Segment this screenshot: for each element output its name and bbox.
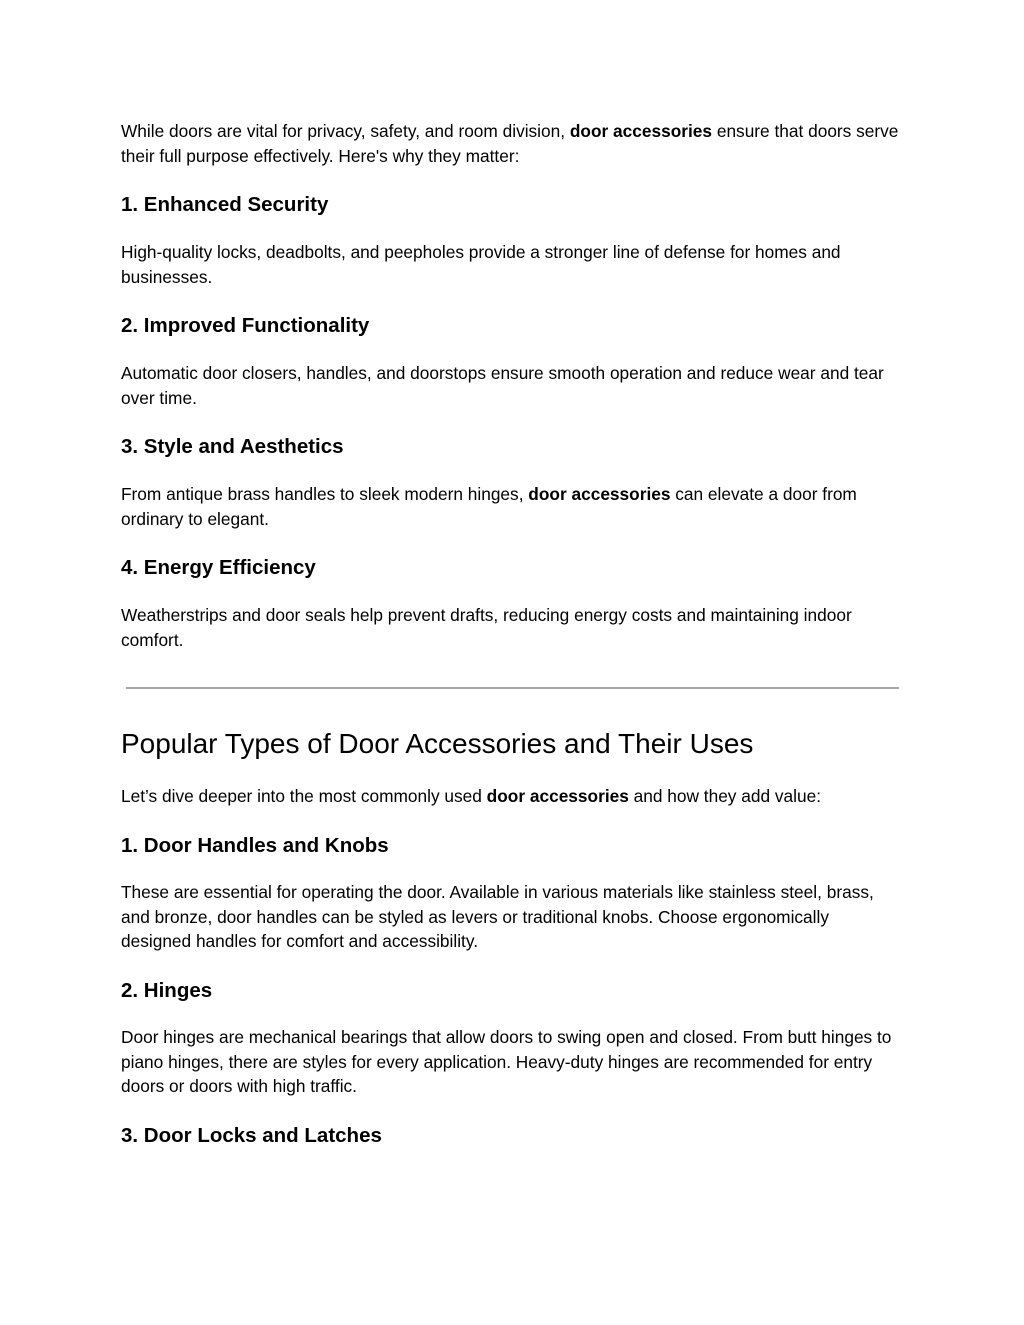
intro-bold-text: door accessories (569, 121, 713, 141)
section-title: Popular Types of Door Accessories and Their Uses (121, 728, 754, 759)
reason-heading-energy: 4. Energy Efficiency (121, 556, 316, 579)
intro-text-end: ensure that doors serve their full purpose effectively. Here's why they matter: (121, 121, 899, 166)
section-intro: Let’s dive deeper into the most commonly used door accessories and how they add value: (121, 786, 821, 806)
reason-text-functionality: Automatic door closers, handles, and doorstops ensure smooth operation and reduce wear and tear over time. (121, 363, 884, 408)
reason-text-style: From antique brass handles to sleek modern hinges, door accessories can elevate a door from ordinary to elegant. (121, 484, 857, 529)
reason-heading-security: 1. Enhanced Security (121, 193, 329, 216)
type-heading-handles: 1. Door Handles and Knobs (121, 834, 389, 857)
intro-paragraph (121, 119, 901, 168)
type-heading-locks: 3. Door Locks and Latches (121, 1124, 382, 1147)
type-heading-hinges: 2. Hinges (121, 979, 213, 1002)
reason-text-security: High-quality locks, deadbolts, and peepholes provide a stronger line of defense for homes and businesses. (121, 242, 841, 287)
reason-text-energy: Weatherstrips and door seals help prevent drafts, reducing energy costs and maintaining indoor comfort. (121, 605, 852, 650)
section-divider (126, 687, 899, 689)
type-text-hinges: Door hinges are mechanical bearings that allow doors to swing open and closed. From butt hinges to piano hinges, there are styles for every application. Heavy-duty hinges are recommended for entry doors or doors with high traffic. (121, 1027, 892, 1096)
type-text-handles: These are essential for operating the door. Available in various materials like stainless steel, brass, and bronze, door handles can be styled as levers or traditional knobs. Choose ergonomically designed handles for comfort and accessibility. (121, 882, 874, 951)
reason-heading-functionality: 2. Improved Functionality (121, 314, 370, 337)
intro-text: While doors are vital for privacy, safety, and room division, (121, 121, 570, 141)
reason-heading-style: 3. Style and Aesthetics (121, 435, 344, 458)
